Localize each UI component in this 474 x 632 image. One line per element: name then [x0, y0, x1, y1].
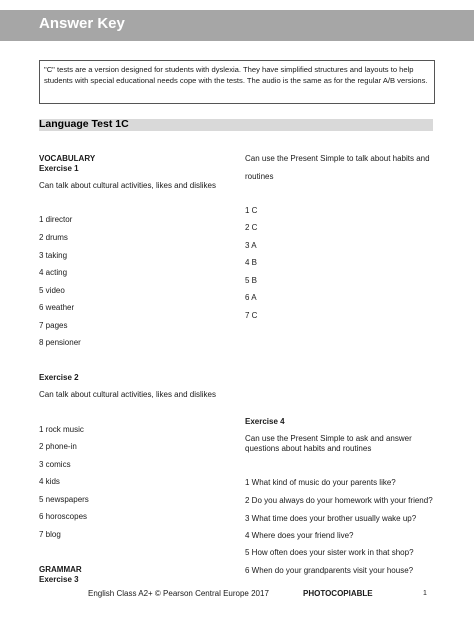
list-item: 1 What kind of music do your parents like?	[245, 478, 396, 487]
list-item: 7 pages	[39, 321, 68, 330]
list-item: 4 B	[245, 258, 258, 267]
list-item: 2 C	[245, 223, 258, 232]
test-title: Language Test 1C	[39, 118, 129, 130]
section-bar	[39, 119, 433, 131]
list-item: 1 C	[245, 206, 258, 215]
list-item: 6 When do your grandparents visit your house?	[245, 566, 414, 575]
list-item: 7 blog	[39, 530, 61, 539]
exercise-1-heading: Exercise 1	[39, 164, 79, 173]
list-item: 6 horoscopes	[39, 512, 88, 521]
grammar-heading: GRAMMAR	[39, 565, 82, 574]
list-item: 5 newspapers	[39, 495, 89, 504]
list-item: 3 A	[245, 241, 257, 250]
footer-copyright: English Class A2+ © Pearson Central Europe 2017	[88, 589, 269, 598]
list-item: 2 drums	[39, 233, 68, 242]
dyslexia-note-box: "C" tests are a version designed for students with dyslexia. They have simplified structures and layouts to help students with special educational needs cope with the tests. The audio is the same as for the regular A/B versions.	[39, 60, 435, 104]
list-item: 6 weather	[39, 303, 75, 312]
list-item: 3 comics	[39, 460, 71, 469]
list-item: 6 A	[245, 293, 257, 302]
exercise-2-description: Can talk about cultural activities, likes and dislikes	[39, 390, 216, 399]
list-item: 5 B	[245, 276, 258, 285]
list-item: 3 taking	[39, 251, 68, 260]
exercise-4-heading: Exercise 4	[245, 417, 285, 426]
list-item: 4 kids	[39, 477, 60, 486]
list-item: 8 pensioner	[39, 338, 81, 347]
header-bar	[0, 10, 474, 41]
exercise-3-description-line-1: Can use the Present Simple to talk about habits and	[245, 154, 430, 163]
list-item: 7 C	[245, 311, 258, 320]
list-item: 5 video	[39, 286, 65, 295]
exercise-4-description: Can use the Present Simple to ask and answer questions about habits and routines	[245, 434, 412, 453]
list-item: 1 rock music	[39, 425, 84, 434]
list-item: 4 Where does your friend live?	[245, 531, 354, 540]
exercise-2-heading: Exercise 2	[39, 373, 79, 382]
footer-photocopiable: PHOTOCOPIABLE	[303, 589, 373, 598]
vocabulary-heading: VOCABULARY	[39, 154, 96, 163]
list-item: 2 Do you always do your homework with your friend?	[245, 496, 433, 505]
exercise-1-description: Can talk about cultural activities, likes and dislikes	[39, 181, 216, 190]
list-item: 4 acting	[39, 268, 68, 277]
exercise-3-description-line-2: routines	[245, 172, 274, 181]
exercise-3-heading: Exercise 3	[39, 575, 79, 584]
list-item: 1 director	[39, 215, 73, 224]
list-item: 2 phone-in	[39, 442, 77, 451]
list-item: 3 What time does your brother usually wake up?	[245, 514, 417, 523]
list-item: 5 How often does your sister work in that shop?	[245, 548, 414, 557]
page-number: 1	[423, 590, 427, 597]
page-title: Answer Key	[39, 15, 125, 32]
